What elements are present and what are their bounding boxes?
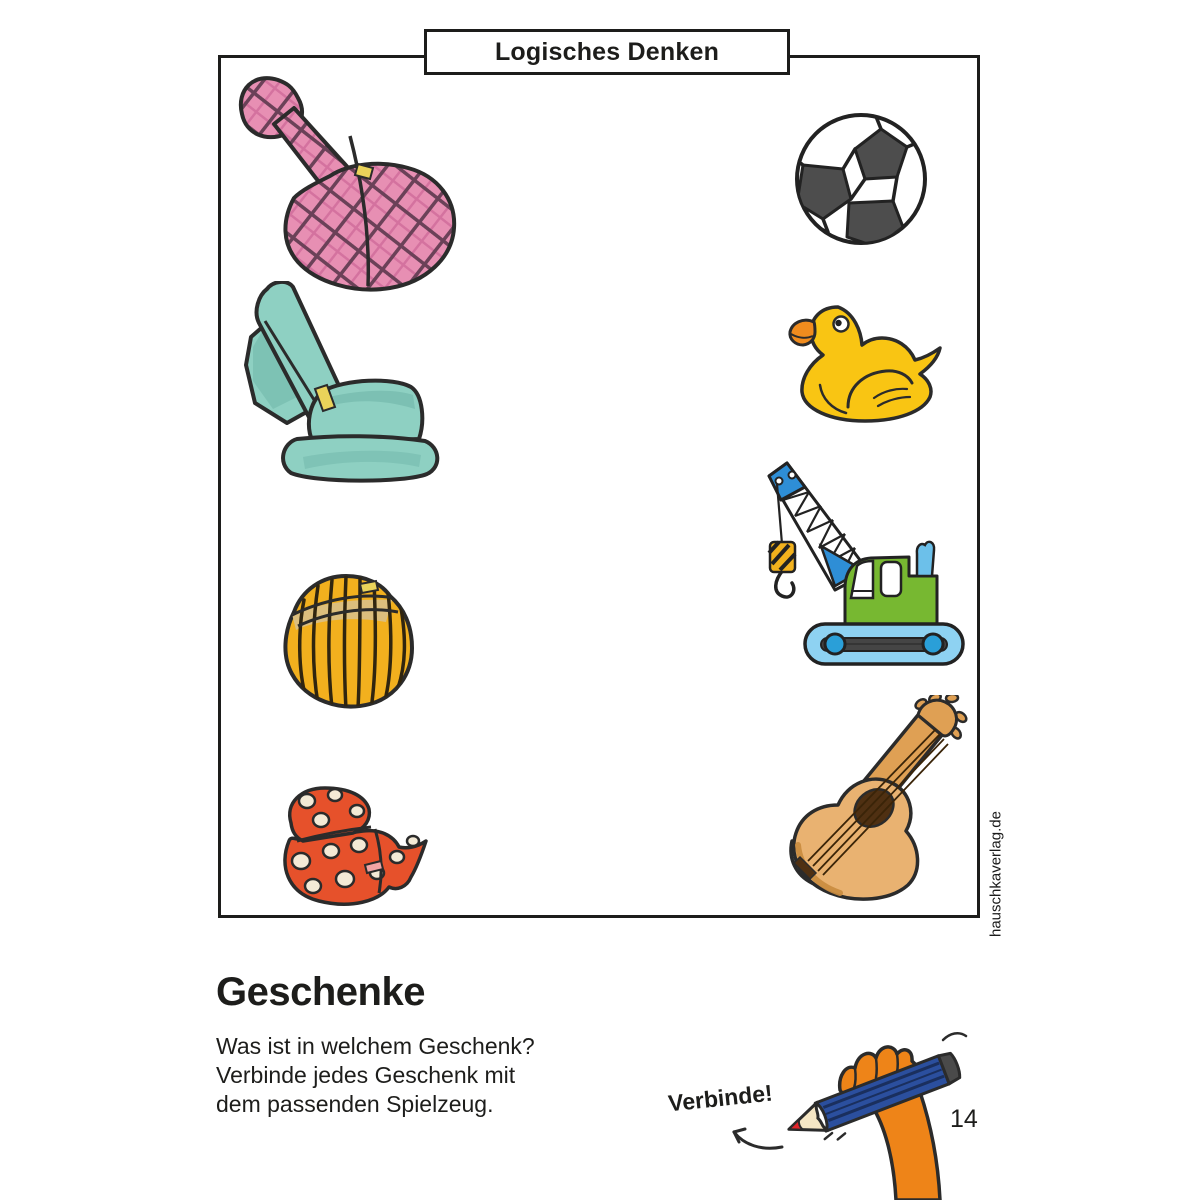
page-number: 14 [950, 1105, 978, 1133]
wrapped-crane-gift-illustration [243, 281, 453, 489]
guitar-illustration [768, 695, 978, 903]
toy-crane-illustration [763, 458, 968, 666]
wrapped-ball-gift-illustration [274, 560, 418, 712]
crane-hook [769, 542, 795, 597]
crane-wheel [923, 634, 943, 654]
section-heading: Geschenke [216, 970, 425, 1014]
gift-tag [360, 581, 378, 593]
crane-window [881, 562, 901, 596]
soccer-ball-illustration [790, 108, 932, 250]
hand-with-pencil-illustration [700, 1028, 1010, 1200]
wrapped-guitar-gift-illustration [230, 72, 465, 296]
worksheet-title: Logisches Denken [494, 37, 720, 66]
gift-tag [355, 164, 373, 179]
duck-body [802, 307, 940, 421]
verbinde-callout: Verbinde! [666, 1079, 774, 1117]
guitar-body [794, 779, 918, 899]
motion-mark [943, 1033, 966, 1040]
instructions-text [216, 1032, 535, 1119]
arrow-icon [734, 1129, 782, 1148]
worksheet-title-box [424, 29, 790, 75]
rubber-duck-illustration [786, 303, 944, 427]
publisher-url: hauschkaverlag.de [987, 811, 1005, 937]
wrapped-duck-gift-illustration [277, 783, 429, 910]
crane-exhaust [917, 542, 934, 576]
duck-beak [790, 320, 815, 345]
crane-wheel [825, 634, 845, 654]
instructions-line-1: Was ist in welchem Geschenk? [216, 1033, 535, 1059]
instructions-line-2: Verbinde jedes Geschenk mit [216, 1062, 516, 1088]
instructions-line-3: dem passenden Spielzeug. [216, 1091, 494, 1117]
